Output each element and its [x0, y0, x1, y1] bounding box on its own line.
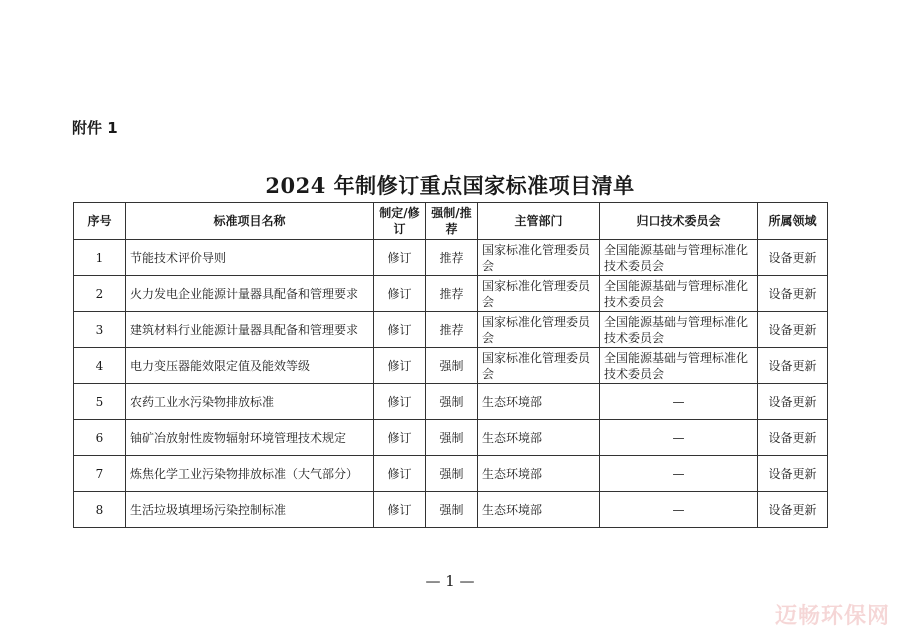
cell-type: 修订	[374, 276, 426, 312]
cell-name: 电力变压器能效限定值及能效等级	[126, 348, 374, 384]
cell-type: 修订	[374, 384, 426, 420]
cell-type: 修订	[374, 492, 426, 528]
cell-name: 节能技术评价导则	[126, 240, 374, 276]
page-number: — 1 —	[425, 572, 475, 590]
cell-dept: 国家标准化管理委员会	[478, 240, 600, 276]
cell-name: 炼焦化学工业污染物排放标准（大气部分）	[126, 456, 374, 492]
site-watermark: 迈畅环保网	[774, 604, 890, 629]
cell-field: 设备更新	[758, 492, 828, 528]
cell-committee: —	[600, 456, 758, 492]
page-title: 2024 年制修订重点国家标准项目清单	[265, 173, 635, 198]
cell-committee: —	[600, 492, 758, 528]
cell-field: 设备更新	[758, 240, 828, 276]
cell-dept: 生态环境部	[478, 384, 600, 420]
header-committee: 归口技术委员会	[600, 203, 758, 240]
cell-name: 铀矿冶放射性废物辐射环境管理技术规定	[126, 420, 374, 456]
cell-field: 设备更新	[758, 420, 828, 456]
cell-nature: 强制	[426, 492, 478, 528]
cell-no: 6	[74, 420, 126, 456]
cell-dept: 生态环境部	[478, 456, 600, 492]
cell-field: 设备更新	[758, 348, 828, 384]
cell-field: 设备更新	[758, 384, 828, 420]
cell-type: 修订	[374, 240, 426, 276]
table-row	[74, 240, 828, 276]
cell-dept: 国家标准化管理委员会	[478, 276, 600, 312]
cell-field: 设备更新	[758, 312, 828, 348]
cell-nature: 推荐	[426, 276, 478, 312]
cell-nature: 强制	[426, 420, 478, 456]
cell-no: 2	[74, 276, 126, 312]
cell-type: 修订	[374, 312, 426, 348]
standards-table	[73, 202, 828, 528]
cell-nature: 推荐	[426, 240, 478, 276]
cell-nature: 强制	[426, 456, 478, 492]
cell-committee: 全国能源基础与管理标准化技术委员会	[600, 348, 758, 384]
cell-committee: —	[600, 384, 758, 420]
table-row	[74, 384, 828, 420]
cell-committee: 全国能源基础与管理标准化技术委员会	[600, 240, 758, 276]
cell-no: 8	[74, 492, 126, 528]
cell-nature: 强制	[426, 384, 478, 420]
header-field: 所属领域	[758, 203, 828, 240]
header-dept: 主管部门	[478, 203, 600, 240]
cell-committee: 全国能源基础与管理标准化技术委员会	[600, 276, 758, 312]
table-row	[74, 312, 828, 348]
table-header-row	[74, 203, 828, 240]
cell-no: 3	[74, 312, 126, 348]
cell-no: 4	[74, 348, 126, 384]
cell-nature: 强制	[426, 348, 478, 384]
table-row	[74, 456, 828, 492]
table-row	[74, 492, 828, 528]
cell-no: 5	[74, 384, 126, 420]
cell-dept: 生态环境部	[478, 420, 600, 456]
cell-dept: 国家标准化管理委员会	[478, 312, 600, 348]
cell-type: 修订	[374, 348, 426, 384]
header-type: 制定/修订	[374, 203, 426, 240]
cell-no: 7	[74, 456, 126, 492]
header-name: 标准项目名称	[126, 203, 374, 240]
table-row	[74, 348, 828, 384]
cell-name: 生活垃圾填埋场污染控制标准	[126, 492, 374, 528]
cell-nature: 推荐	[426, 312, 478, 348]
cell-field: 设备更新	[758, 456, 828, 492]
cell-no: 1	[74, 240, 126, 276]
cell-dept: 生态环境部	[478, 492, 600, 528]
cell-name: 农药工业水污染物排放标准	[126, 384, 374, 420]
table-row	[74, 276, 828, 312]
cell-name: 火力发电企业能源计量器具配备和管理要求	[126, 276, 374, 312]
cell-type: 修订	[374, 456, 426, 492]
table-row	[74, 420, 828, 456]
cell-name: 建筑材料行业能源计量器具配备和管理要求	[126, 312, 374, 348]
cell-field: 设备更新	[758, 276, 828, 312]
cell-type: 修订	[374, 420, 426, 456]
cell-committee: 全国能源基础与管理标准化技术委员会	[600, 312, 758, 348]
cell-dept: 国家标准化管理委员会	[478, 348, 600, 384]
header-no: 序号	[74, 203, 126, 240]
attachment-label: 附件 1	[72, 119, 118, 137]
header-nature: 强制/推荐	[426, 203, 478, 240]
cell-committee: —	[600, 420, 758, 456]
